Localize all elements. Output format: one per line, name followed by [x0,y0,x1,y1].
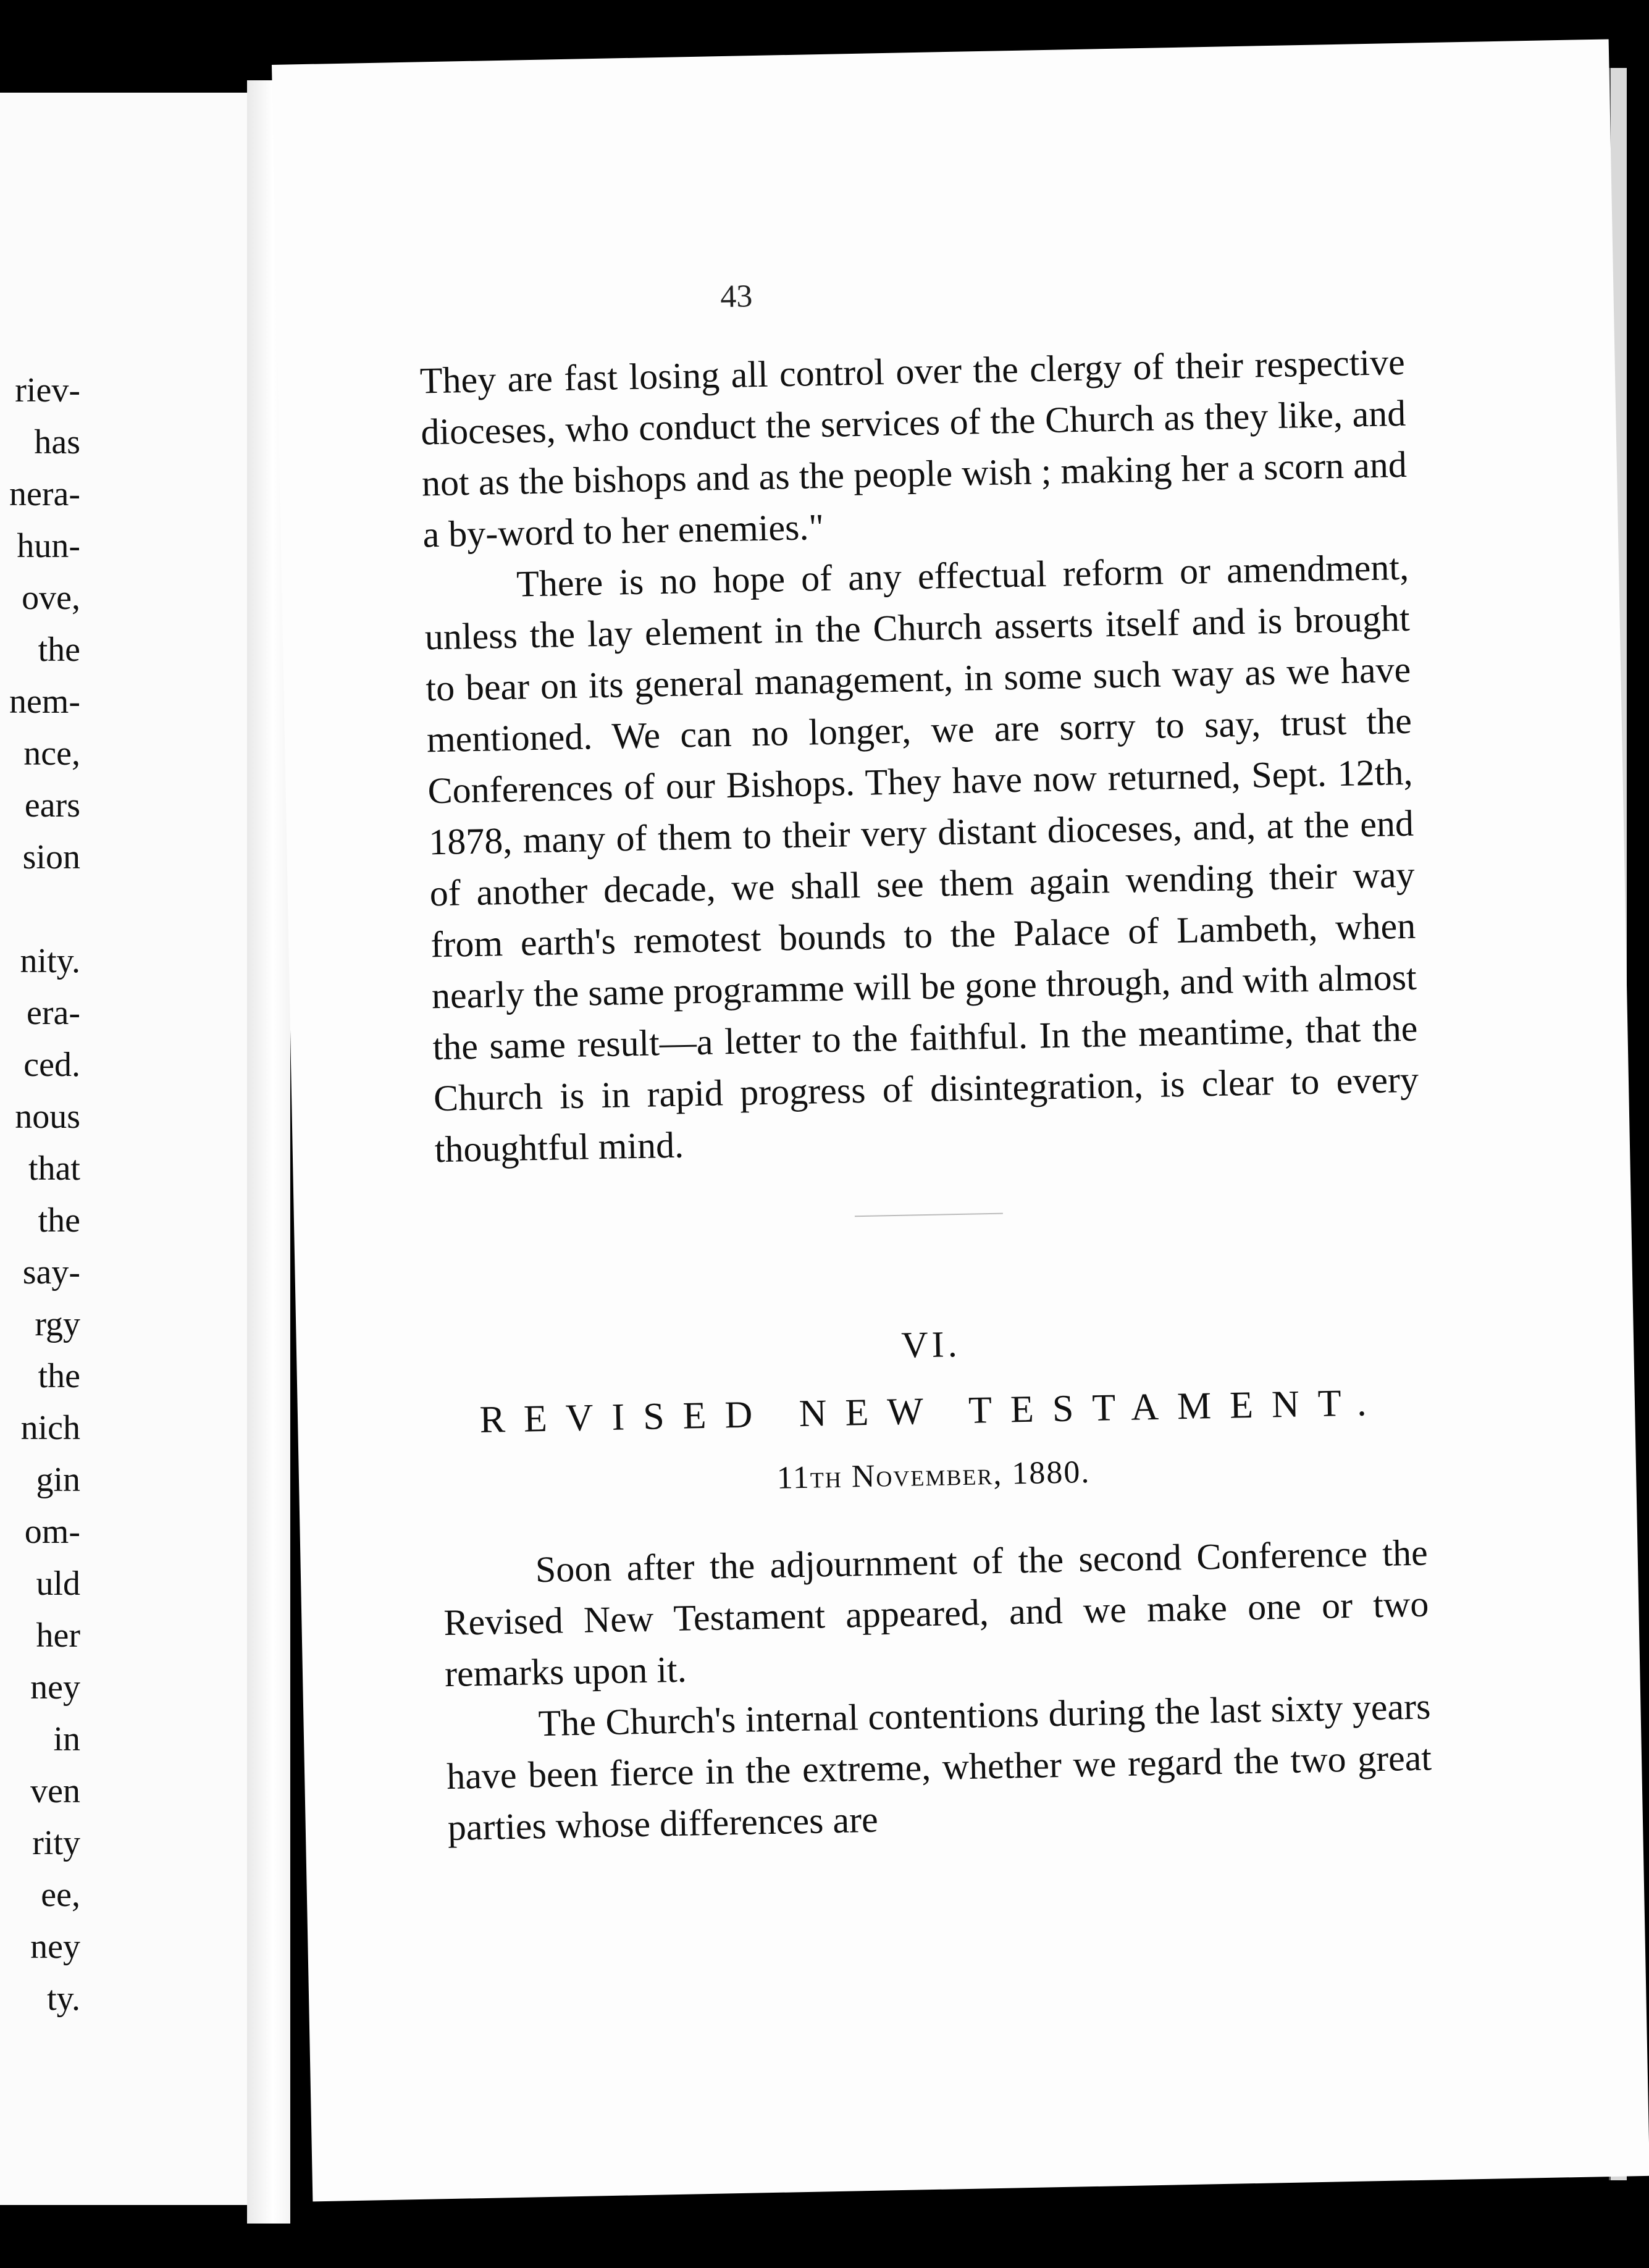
left-fragment-line: riev- [15,371,80,410]
left-fragment-line [0,883,80,935]
page-number: 43 [720,279,753,315]
left-fragment-line: nich [20,1409,80,1447]
left-fragment-line: gin [36,1461,80,1499]
paragraph-reform: There is no hope of any effectual reform or amendment, unless the lay element in the Church asserts itself and is brought to bear on its general management, in some such way as we have mentioned. We can no longer, we are sorry to say, trust the Conferences of our Bishops. They have now returned, Sept. 12th, 1878, many of them to their very distant dioceses, and, at the end of another decade, we shall see them again wending their way from earth's remotest bounds to the Palace of Lambeth, when nearly the same programme will be gone through, and with almost the same result—a letter to the faithful. In the meantime, that the Church is in rapid progress of disintegration, is clear to every thoughtful mind. [424,546,1419,1170]
left-fragment-line: ee, [41,1876,80,1914]
left-fragment-line: hun- [17,527,80,565]
left-fragment-line: nous [15,1098,80,1136]
text-block [419,337,1433,1854]
left-fragment-line: era- [26,994,80,1032]
left-page-text-fragments [0,364,80,2025]
scan-border [0,2230,1649,2268]
right-page [272,39,1649,2201]
left-fragment-line: ney [30,1668,80,1707]
left-fragment-line: nem- [9,682,80,721]
left-fragment-line: her [36,1616,80,1655]
paragraph-contentions: The Church's internal contentions during the last sixty years have been fierce in the extreme, whether we regard the two great parties whose differences are [446,1686,1432,1849]
section-date: 11th November, 1880. [776,1454,1091,1496]
section-title: REVISED NEW TESTAMENT. [479,1381,1386,1441]
left-fragment-line: rity [32,1824,80,1862]
left-fragment-line: sion [22,838,80,876]
left-fragment-line: nce, [23,734,80,773]
left-fragment-line: ney [30,1928,80,1966]
left-fragment-line: ty. [47,1980,80,2018]
left-fragment-line: rgy [35,1305,80,1343]
section-number: VI. [900,1323,962,1366]
left-fragment-line: ced. [23,1046,80,1084]
left-fragment-line: that [28,1149,80,1188]
section-divider [854,1213,1002,1217]
left-fragment-line: om- [24,1513,80,1551]
left-fragment-line: uld [36,1564,80,1603]
left-fragment-line: in [53,1720,80,1758]
left-fragment-line: nera- [9,475,80,513]
paragraph-continued: They are fast losing all control over the clergy of their respective dioceses, who conduct the services of the Church as they like, and not as the bishops and as the people wish ; making her a scorn and a by-word to her enemies." [419,341,1408,555]
left-fragment-line: has [34,423,80,461]
left-fragment-line: the [38,1357,80,1395]
paragraph-revised-testament: Soon after the adjournment of the second Conference the Revised New Testament appeared, and we make one or two remarks upon it. [443,1532,1429,1695]
left-fragment-line: the [38,631,80,669]
left-fragment-line: the [38,1201,80,1240]
left-fragment-line: say- [22,1253,80,1292]
left-fragment-line: ears [24,786,80,825]
left-fragment-line: ven [30,1772,80,1810]
left-fragment-line: ove, [22,579,80,617]
left-fragment-line: nity. [20,942,80,980]
